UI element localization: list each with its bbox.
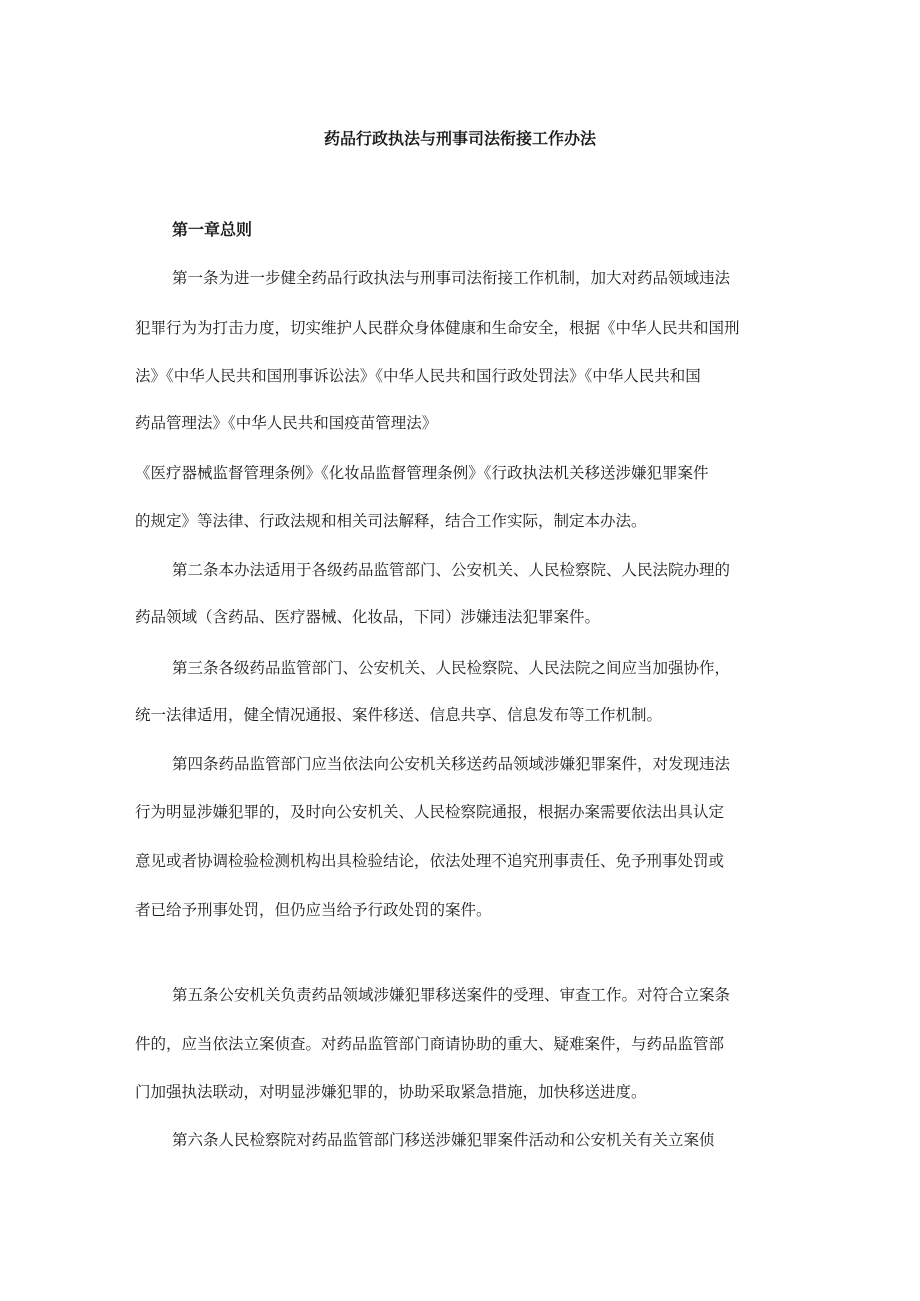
article-2-line-2: 药品领域（含药品、医疗器械、化妆品，下同）涉嫌违法犯罪案件。	[135, 608, 601, 626]
article-3-line-1: 第三条各级药品监管部门、公安机关、人民检察院、人民法院之间应当加强协作，	[172, 659, 731, 677]
article-4-line-4: 者已给予刑事处罚，但仍应当给予行政处罚的案件。	[135, 901, 492, 919]
article-4-line-3: 意见或者协调检验检测机构出具检验结论，依法处理不追究刑事责任、免予刑事处罚或	[135, 852, 725, 870]
article-4-line-2: 行为明显涉嫌犯罪的，及时向公安机关、人民检察院通报，根据办案需要依法出具认定	[135, 803, 725, 821]
article-1-line-1: 第一条为进一步健全药品行政执法与刑事司法衔接工作机制，加大对药品领域违法	[172, 269, 731, 287]
article-6-line-1: 第六条人民检察院对药品监管部门移送涉嫌犯罪案件活动和公安机关有关立案侦	[172, 1131, 715, 1149]
article-1-line-3: 法》《中华人民共和国刑事诉讼法》《中华人民共和国行政处罚法》《中华人民共和国	[135, 367, 701, 385]
article-5-line-2: 件的，应当依法立案侦查。对药品监管部门商请协助的重大、疑难案件，与药品监管部	[135, 1035, 725, 1053]
article-5-line-1: 第五条公安机关负责药品领域涉嫌犯罪移送案件的受理、审查工作。对符合立案条	[172, 986, 731, 1004]
article-1-line-6: 的规定》等法律、行政法规和相关司法解释，结合工作实际，制定本办法。	[135, 512, 647, 530]
article-5-line-3: 门加强执法联动，对明显涉嫌犯罪的，协助采取紧急措施，加快移送进度。	[135, 1083, 647, 1101]
article-1-line-2: 犯罪行为为打击力度，切实维护人民群众身体健康和生命安全，根据《中华人民共和国刑	[135, 319, 740, 337]
article-2-line-1: 第二条本办法适用于各级药品监管部门、公安机关、人民检察院、人民法院办理的	[172, 561, 731, 579]
article-4-line-1: 第四条药品监管部门应当依法向公安机关移送药品领域涉嫌犯罪案件，对发现违法	[172, 755, 731, 773]
document-title: 药品行政执法与刑事司法衔接工作办法	[323, 129, 596, 148]
article-3-line-2: 统一法律适用，健全情况通报、案件移送、信息共享、信息发布等工作机制。	[135, 706, 663, 724]
article-1-line-4: 药品管理法》《中华人民共和国疫苗管理法》	[135, 414, 438, 432]
chapter-heading: 第一章总则	[172, 220, 253, 239]
article-1-line-5: 《医疗器械监督管理条例》《化妆品监督管理条例》《行政执法机关移送涉嫌犯罪案件	[135, 464, 709, 482]
